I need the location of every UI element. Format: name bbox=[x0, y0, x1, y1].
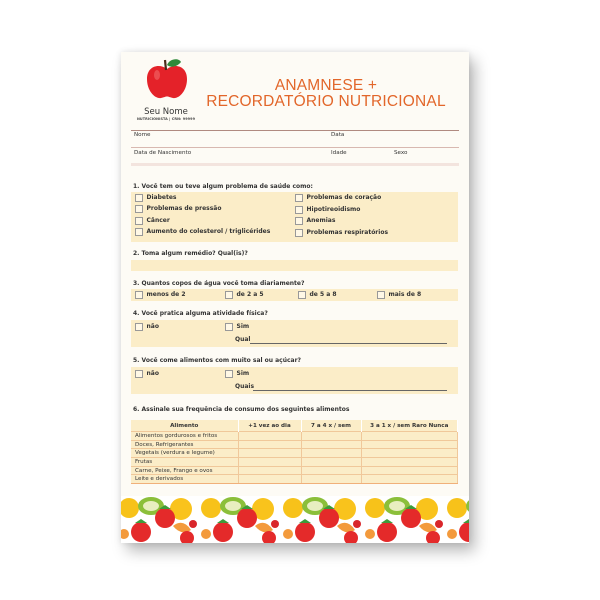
age-label: Idade bbox=[331, 150, 347, 156]
option-more-than-8[interactable]: mais de 8 bbox=[377, 291, 421, 299]
frequency-cell[interactable] bbox=[361, 458, 458, 467]
strawberry-leaf-icon bbox=[135, 519, 147, 523]
option-yes[interactable]: Sim bbox=[225, 323, 249, 331]
checkbox[interactable] bbox=[225, 323, 233, 331]
strawberry-icon bbox=[237, 508, 257, 528]
orange-fruit-icon bbox=[447, 498, 467, 518]
checkbox[interactable] bbox=[135, 228, 143, 236]
column-header: +1 vez ao dia bbox=[238, 420, 301, 432]
divider bbox=[131, 163, 459, 166]
option-cancer[interactable]: Câncer bbox=[135, 217, 170, 225]
strawberry-icon bbox=[377, 522, 397, 542]
fruit-pattern-banner bbox=[121, 496, 469, 543]
brand-name: Seu Nome bbox=[144, 107, 188, 117]
date-label: Data bbox=[331, 132, 345, 138]
frequency-cell[interactable] bbox=[238, 458, 301, 467]
orange-slice-icon bbox=[337, 523, 355, 532]
question-6: 6. Assinale sua frequência de consumo dos seguintes alimentos bbox=[133, 406, 350, 413]
table-row bbox=[131, 449, 458, 458]
table-row bbox=[131, 466, 458, 475]
strawberry-icon bbox=[213, 522, 233, 542]
frequency-cell[interactable] bbox=[301, 449, 361, 458]
option-pressure[interactable]: Problemas de pressão bbox=[135, 205, 221, 213]
frequency-cell[interactable] bbox=[301, 466, 361, 475]
form-title bbox=[191, 78, 461, 110]
checkbox[interactable] bbox=[298, 291, 306, 299]
column-header: 3 a 1 x / sem Raro Nunca bbox=[361, 420, 458, 432]
table-row bbox=[131, 432, 458, 441]
orange-slice-icon bbox=[447, 529, 457, 539]
column-header: 7 a 4 x / sem bbox=[301, 420, 361, 432]
checkbox[interactable] bbox=[225, 291, 233, 299]
orange-slice-icon bbox=[173, 523, 191, 532]
question-4: 4. Você pratica alguma atividade física? bbox=[133, 310, 268, 317]
orange-slice-icon bbox=[283, 529, 293, 539]
checkbox[interactable] bbox=[295, 229, 303, 237]
foods-which-input[interactable] bbox=[253, 390, 447, 391]
question-3: 3. Quantos copos de água você toma diariamente? bbox=[133, 280, 305, 287]
option-5-to-8[interactable]: de 5 a 8 bbox=[298, 291, 337, 299]
food-name: Vegetais (verdura e legume) bbox=[131, 449, 238, 458]
option-yes[interactable]: Sim bbox=[225, 370, 249, 378]
table-row bbox=[131, 440, 458, 449]
option-cholesterol[interactable]: Aumento do colesterol / triglicérides bbox=[135, 228, 270, 236]
orange-fruit-icon bbox=[201, 498, 221, 518]
frequency-cell[interactable] bbox=[361, 432, 458, 441]
strawberry-icon bbox=[426, 531, 440, 543]
orange-fruit-icon bbox=[121, 498, 139, 518]
strawberry-icon bbox=[459, 522, 469, 542]
sex-label: Sexo bbox=[394, 150, 408, 156]
checkbox[interactable] bbox=[135, 323, 143, 331]
checkbox[interactable] bbox=[295, 206, 303, 214]
orange-slice-icon bbox=[201, 529, 211, 539]
activity-which-label: Qual bbox=[235, 336, 251, 343]
table-header bbox=[131, 420, 458, 432]
anamnesis-form bbox=[121, 52, 469, 543]
option-no[interactable]: não bbox=[135, 370, 159, 378]
strawberry-leaf-icon bbox=[463, 519, 469, 523]
small-strawberry-icon bbox=[271, 520, 279, 528]
orange-fruit-icon bbox=[283, 498, 303, 518]
strawberry-icon bbox=[295, 522, 315, 542]
strawberry-icon bbox=[401, 508, 421, 528]
frequency-cell[interactable] bbox=[361, 466, 458, 475]
apple-icon bbox=[145, 58, 189, 100]
name-line[interactable] bbox=[131, 147, 459, 148]
title-line-2: RECORDATÓRIO NUTRICIONAL bbox=[206, 93, 446, 110]
small-strawberry-icon bbox=[435, 520, 443, 528]
frequency-cell[interactable] bbox=[301, 475, 361, 484]
checkbox[interactable] bbox=[225, 370, 233, 378]
strawberry-icon bbox=[262, 531, 276, 543]
frequency-cell[interactable] bbox=[238, 440, 301, 449]
frequency-cell[interactable] bbox=[301, 432, 361, 441]
checkbox[interactable] bbox=[377, 291, 385, 299]
checkbox[interactable] bbox=[135, 370, 143, 378]
checkbox[interactable] bbox=[135, 194, 143, 202]
frequency-cell[interactable] bbox=[361, 475, 458, 484]
checkbox[interactable] bbox=[295, 217, 303, 225]
frequency-cell[interactable] bbox=[301, 458, 361, 467]
orange-slice-icon bbox=[121, 529, 129, 539]
checkbox[interactable] bbox=[135, 291, 143, 299]
kiwi-icon bbox=[466, 497, 469, 515]
strawberry-icon bbox=[344, 531, 358, 543]
option-heart[interactable]: Problemas de coração bbox=[295, 194, 381, 202]
activity-which-input[interactable] bbox=[250, 343, 447, 344]
option-respiratory[interactable]: Problemas respiratórios bbox=[295, 229, 388, 237]
foods-which-label: Quais bbox=[235, 383, 255, 390]
frequency-cell[interactable] bbox=[301, 440, 361, 449]
option-diabetes[interactable]: Diabetes bbox=[135, 194, 176, 202]
frequency-cell[interactable] bbox=[361, 449, 458, 458]
strawberry-leaf-icon bbox=[381, 519, 393, 523]
frequency-cell[interactable] bbox=[238, 475, 301, 484]
strawberry-icon bbox=[155, 508, 175, 528]
strawberry-leaf-icon bbox=[299, 519, 311, 523]
name-label: Nome bbox=[134, 132, 151, 138]
frequency-cell[interactable] bbox=[238, 466, 301, 475]
small-strawberry-icon bbox=[353, 520, 361, 528]
kiwi-slice bbox=[143, 501, 159, 511]
column-header: Alimento bbox=[131, 420, 238, 432]
orange-slice-icon bbox=[419, 523, 437, 532]
checkbox[interactable] bbox=[135, 217, 143, 225]
small-strawberry-icon bbox=[189, 520, 197, 528]
strawberry-leaf-icon bbox=[217, 519, 229, 523]
kiwi-slice bbox=[389, 501, 405, 511]
frequency-cell[interactable] bbox=[238, 449, 301, 458]
table-row bbox=[131, 458, 458, 467]
frequency-cell[interactable] bbox=[361, 440, 458, 449]
orange-fruit-icon bbox=[365, 498, 385, 518]
food-name: Leite e derivados bbox=[131, 475, 238, 484]
table-row bbox=[131, 475, 458, 484]
medication-input[interactable] bbox=[131, 260, 458, 271]
food-name: Doces, Refrigerantes bbox=[131, 440, 238, 449]
option-hypothyroidism[interactable]: Hipotireoidismo bbox=[295, 206, 360, 214]
strawberry-icon bbox=[319, 508, 339, 528]
checkbox[interactable] bbox=[135, 205, 143, 213]
strawberry-icon bbox=[131, 522, 151, 542]
question-1: 1. Você tem ou teve algum problema de saúde como: bbox=[133, 183, 313, 190]
brand-subtitle: NUTRICIONISTA | CRN: 99999 bbox=[136, 117, 196, 121]
food-name: Alimentos gordurosos e fritos bbox=[131, 432, 238, 441]
option-no[interactable]: não bbox=[135, 323, 159, 331]
divider bbox=[131, 130, 459, 131]
orange-slice-icon bbox=[365, 529, 375, 539]
option-less-than-2[interactable]: menos de 2 bbox=[135, 291, 186, 299]
title-line-1: ANAMNESE + bbox=[274, 77, 378, 94]
kiwi-slice bbox=[307, 501, 323, 511]
strawberry-icon bbox=[180, 531, 194, 543]
frequency-table bbox=[131, 420, 458, 484]
orange-slice-icon bbox=[255, 523, 273, 532]
frequency-cell[interactable] bbox=[238, 432, 301, 441]
option-2-to-5[interactable]: de 2 a 5 bbox=[225, 291, 264, 299]
food-name: Carne, Peixe, Frango e ovos bbox=[131, 466, 238, 475]
question-5: 5. Você come alimentos com muito sal ou açúcar? bbox=[133, 357, 302, 364]
kiwi-slice bbox=[225, 501, 241, 511]
food-name: Frutas bbox=[131, 458, 238, 467]
option-anemia[interactable]: Anemias bbox=[295, 217, 335, 225]
checkbox[interactable] bbox=[295, 194, 303, 202]
birth-date-label: Data de Nascimento bbox=[134, 150, 192, 156]
question-2: 2. Toma algum remédio? Qual(is)? bbox=[133, 250, 248, 257]
